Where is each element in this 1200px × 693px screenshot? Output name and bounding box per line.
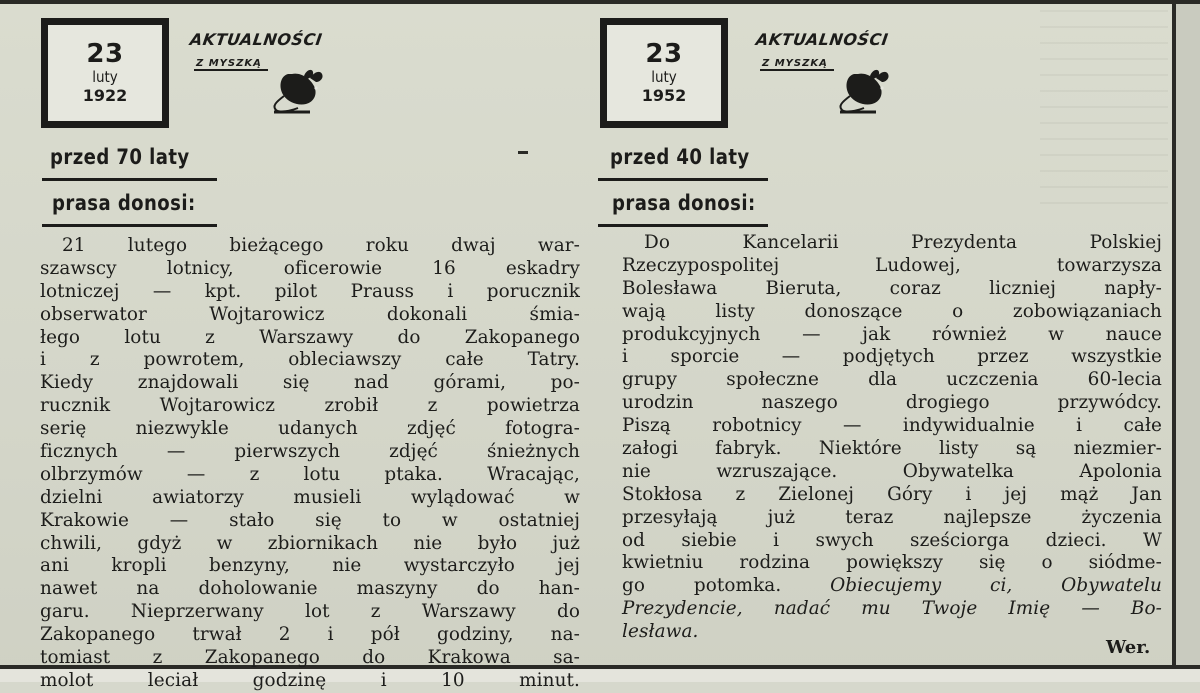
article-body (40, 235, 580, 693)
article-text-normal: go potomka. (622, 575, 831, 597)
print-mark (518, 151, 528, 154)
date-month: luty (92, 68, 118, 87)
article-line: przesyłają już teraz najlepsze życzenia (622, 506, 1162, 528)
date-month: luty (651, 68, 677, 87)
article-line: i sporcie — podjętych przez wszystkie (622, 346, 1162, 368)
article-line: Krakowie — stało się to w ostatniej (40, 509, 580, 531)
date-box (600, 18, 728, 128)
section-heading-years-ago: przed 70 laty (50, 145, 190, 169)
article-line: serię niezwykle udanych zdjęć fotogra- (40, 418, 580, 440)
article-line: chwili, gdyż w zbiornikach nie było już (40, 532, 580, 554)
logo-subtitle: Z MYSZKĄ (194, 58, 268, 71)
article-line: olbrzymów — z lotu ptaka. Wracając, (40, 463, 580, 485)
date-day: 23 (86, 39, 124, 70)
bleed-through-texture (1040, 10, 1168, 210)
article-line: rucznik Wojtarowicz zrobił z powietrza (40, 395, 580, 417)
article-line: urodzin naszego drogiego przywódcy. (622, 392, 1162, 414)
section-heading-press: prasa donosi: (52, 191, 196, 215)
article-line: Do Kancelarii Prezydenta Polskiej (644, 232, 1162, 253)
article-line: nie wzruszające. Obywatelka Apolonia (622, 460, 1162, 482)
date-box (41, 18, 169, 128)
article-line: i z powrotem, obleciawszy całe Tatry. (40, 349, 580, 371)
article-line: wają listy donoszące o zobowiązaniach (622, 300, 1162, 322)
article-line: 21 lutego bieżącego roku dwaj war- (62, 235, 580, 256)
article-line: Bolesława Bieruta, coraz liczniej napły- (622, 277, 1162, 299)
section-heading-years-ago: przed 40 laty (610, 145, 750, 169)
article-line: ani kropli benzyny, nie wystarczyło jej (40, 555, 580, 577)
article-line: grupy społeczne dla uczczenia 60-lecia (622, 369, 1162, 391)
article-line: od siebie i swych sześciorga dzieci. W (622, 529, 1162, 551)
article-line: łego lotu z Warszawy do Zakopanego (40, 326, 580, 348)
section-heading-press: prasa donosi: (612, 191, 756, 215)
article-line: Stokłosa z Zielonej Góry i jej mąż Jan (622, 483, 1162, 505)
date-year: 1952 (641, 86, 687, 106)
article-line: nawet na doholowanie maszyny do han- (40, 578, 580, 600)
right-rule (1172, 0, 1176, 668)
mouse-icon (836, 66, 896, 116)
article-line: obserwator Wojtarowicz dokonali śmia- (40, 303, 580, 325)
article-line-italic: lesława. (622, 621, 699, 643)
article-line: tomiast z Zakopanego do Krakowa sa- (40, 647, 580, 669)
article-line: lotniczej — kpt. pilot Prauss i porucznik (40, 280, 580, 302)
article-line: szawscy lotnicy, oficerowie 16 eskadry (40, 257, 580, 279)
article-line: Piszą robotnicy — indywidualnie i całe (622, 415, 1162, 437)
author-signature: Wer. (1106, 637, 1151, 658)
article-line: dzielni awiatorzy musieli wylądować w (40, 486, 580, 508)
article-line: garu. Nieprzerwany lot z Warszawy do (40, 601, 580, 623)
article-line: produkcyjnych — jak również w nauce (622, 323, 1162, 345)
article-line: załogi fabryk. Niektóre listy są niezmier- (622, 438, 1162, 460)
article-line: kwietniu rodzina powiększy się o siódme- (622, 552, 1162, 574)
logo-title: AKTUALNOŚCI (754, 30, 890, 49)
page-margin (1176, 0, 1200, 668)
mouse-icon (270, 66, 330, 116)
top-rule (0, 0, 1200, 4)
article-text-italic: Obiecujemy ci, Obywatelu (830, 575, 1162, 597)
heading-rule (42, 178, 217, 181)
heading-rule (42, 224, 217, 227)
heading-rule (598, 224, 768, 227)
article-line-italic: Prezydencie, nadać mu Twoje Imię — Bo- (622, 598, 1162, 620)
article-line: Kiedy znajdowali się nad górami, po- (40, 372, 580, 394)
article-body (622, 232, 1162, 644)
logo-title: AKTUALNOŚCI (188, 30, 324, 49)
date-year: 1922 (82, 86, 128, 106)
column-logo (756, 26, 896, 116)
article-line: ficznych — pierwszych zdjęć śnieżnych (40, 441, 580, 463)
article-line: Zakopanego trwał 2 i pół godziny, na- (40, 624, 580, 646)
article-line: Rzeczypospolitej Ludowej, towarzysza (622, 254, 1162, 276)
logo-subtitle: Z MYSZKĄ (760, 58, 834, 71)
article-line: molot leciał godzinę i 10 minut. (40, 669, 580, 691)
date-day: 23 (645, 39, 683, 70)
article-line-mixed (622, 575, 1162, 598)
column-logo (190, 26, 330, 116)
heading-rule (598, 178, 768, 181)
